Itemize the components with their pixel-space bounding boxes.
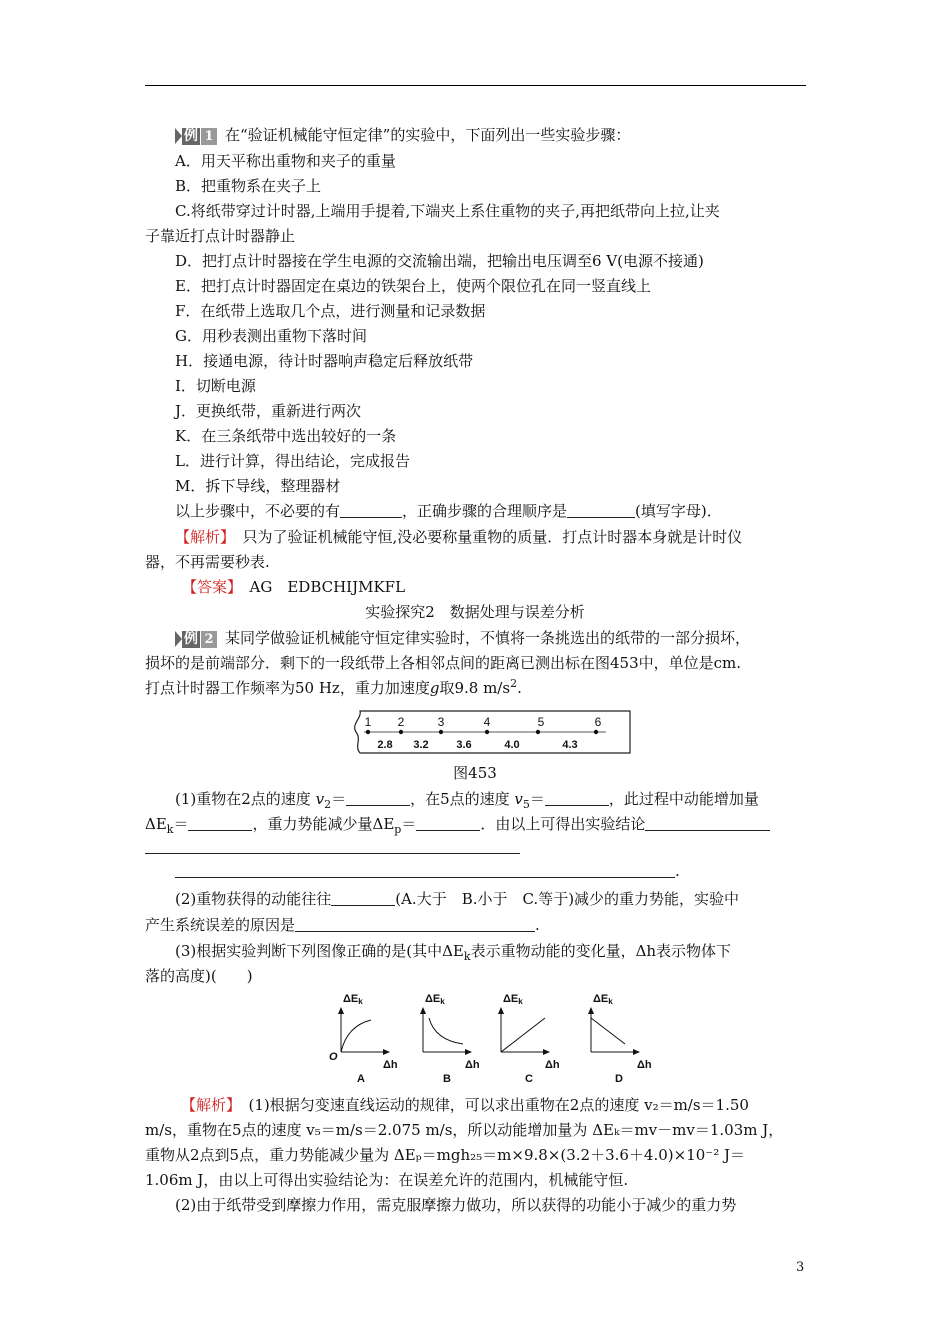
answer-tag: 【答案】 xyxy=(182,578,235,596)
step-k: K．在三条纸带中选出较好的一条 xyxy=(175,427,397,445)
fill-line: 以上步骤中，不必要的有 ，正确步骤的合理顺序是 (填写字母)． xyxy=(175,502,722,520)
step-i: I．切断电源 xyxy=(175,377,256,395)
step-d: D．把打点计时器接在学生电源的交流输出端，把输出电压调至6 V(电源不接通) xyxy=(175,252,704,270)
step-b: B．把重物系在夹子上 xyxy=(175,177,322,195)
intro-3: 打点计时器工作频率为50 Hz，重力加速度g取9.8 $m/s^2$. xyxy=(145,677,522,697)
answer-blank[interactable] xyxy=(188,816,252,831)
svg-text:ΔEk: ΔEk xyxy=(593,993,613,1006)
tape-dot xyxy=(366,730,370,734)
question-3-cont: 落的高度)( ) xyxy=(145,967,253,985)
question-1: (1)重物在2点的速度 $v_2=$ ，在5点的速度 $v_5=$ ，此过程中动能增加量 xyxy=(175,790,759,811)
answer-blank[interactable] xyxy=(416,816,480,831)
analysis-1-cont: 器，不再需要秒表. xyxy=(145,553,270,571)
analysis-2-line-2: m/s，重物在5点的速度 v₅＝m/s＝2.075 m/s，所以动能增加量为 ΔEₖ＝mv－mv＝1.03m J， xyxy=(145,1121,784,1139)
answer-blank[interactable] xyxy=(645,816,770,831)
tape-dot xyxy=(485,730,489,734)
distance-label: 4.0 xyxy=(504,739,520,751)
answer-blank[interactable] xyxy=(295,917,535,932)
point-label: 4 xyxy=(483,715,491,729)
step-l: L．进行计算，得出结论，完成报告 xyxy=(175,452,410,470)
point-label: 2 xyxy=(397,715,405,729)
step-e: E．把打点计时器固定在桌边的铁架台上，使两个限位孔在同一竖直线上 xyxy=(175,277,651,295)
svg-text:Δh: Δh xyxy=(637,1059,652,1071)
question-text: 在“验证机械能守恒定律”的实验中，下面列出一些实验步骤： xyxy=(225,126,631,144)
answer-blank[interactable] xyxy=(567,503,635,518)
svg-text:Δh: Δh xyxy=(383,1059,398,1071)
analysis-1: 【解析】 只为了验证机械能守恒,没必要称量重物的质量．打点计时器本身就是计时仪 xyxy=(175,528,743,546)
point-label: 5 xyxy=(537,715,545,729)
svg-text:Δh: Δh xyxy=(545,1059,560,1071)
example-1-question xyxy=(175,124,630,145)
example-2-intro: 例 2 某同学做验证机械能守恒定律实验时，不慎将一条挑选出的纸带的一部分损坏， xyxy=(175,627,750,648)
svg-text:ΔEk: ΔEk xyxy=(425,993,445,1006)
distance-label: 4.3 xyxy=(562,739,578,751)
distance-label: 3.6 xyxy=(456,739,472,751)
page-number: 3 xyxy=(796,1260,805,1275)
step-f: F．在纸带上选取几个点，进行测量和记录数据 xyxy=(175,302,486,320)
answer-blank[interactable] xyxy=(340,503,402,518)
svg-text:Δh: Δh xyxy=(465,1059,480,1071)
graph-a[interactable] xyxy=(329,993,398,1085)
question-3: (3)根据实验判断下列图像正确的是(其中$\Delta E_k$表示重物动能的变化量，Δh表示物体下 xyxy=(175,942,732,963)
point-label: 6 xyxy=(594,715,602,729)
tape-dot xyxy=(399,730,403,734)
analysis-tag: 【解析】 xyxy=(181,1096,234,1114)
step-a: A．用天平称出重物和夹子的重量 xyxy=(175,152,396,170)
graph-options xyxy=(325,990,665,1088)
answer-1: 【答案】 AG EDBCHIJMKFL xyxy=(182,578,406,596)
svg-text:O: O xyxy=(329,1051,338,1063)
analysis-2-line-3: 重物从2点到5点，重力势能减少量为 ΔEₚ＝mgh₂₅＝m×9.8×(3.2＋3.6＋4.0)×10⁻² J＝ xyxy=(145,1146,746,1164)
graph-b[interactable] xyxy=(423,993,480,1085)
intro-2: 损坏的是前端部分．剩下的一段纸带上各相邻点间的距离已测出标在图453中，单位是cm. xyxy=(145,654,742,672)
answer-blank[interactable] xyxy=(331,891,395,906)
svg-text:ΔEk: ΔEk xyxy=(343,993,363,1006)
answer-blank[interactable] xyxy=(545,791,609,806)
graph-c[interactable] xyxy=(501,993,560,1085)
tape-dot xyxy=(594,730,598,734)
point-label: 3 xyxy=(437,715,445,729)
question-2-cont: 产生系统误差的原因是 . xyxy=(145,916,540,934)
paper-tape-figure xyxy=(350,708,635,756)
example-2-badge: 例 2 xyxy=(175,631,217,648)
distance-label: 2.8 xyxy=(377,739,393,751)
distance-label: 3.2 xyxy=(413,739,429,751)
analysis-2: 【解析】 (1)根据匀变速直线运动的规律，可以求出重物在2点的速度 v₂＝m/s＝1.50 xyxy=(181,1096,749,1114)
tape-dot xyxy=(439,730,443,734)
answer-blank[interactable] xyxy=(346,791,410,806)
step-c-cont: 子靠近打点计时器静止 xyxy=(145,227,296,245)
figure-caption: 图453 xyxy=(453,764,497,782)
analysis-tag: 【解析】 xyxy=(175,528,228,546)
example-1-badge: 例 1 xyxy=(175,128,217,145)
step-h: H．接通电源，待计时器响声稳定后释放纸带 xyxy=(175,352,474,370)
answer-line-2: . xyxy=(175,862,680,880)
point-label: 1 xyxy=(364,715,372,729)
analysis-2-line-4: 1.06m J，由以上可得出实验结论为：在误差允许的范围内，机械能守恒. xyxy=(145,1171,629,1189)
option-b-label: B xyxy=(443,1073,451,1085)
header-rule xyxy=(145,85,806,86)
svg-text:ΔEk: ΔEk xyxy=(503,993,523,1006)
option-a-label: A xyxy=(357,1073,365,1085)
step-g: G．用秒表测出重物下落时间 xyxy=(175,327,367,345)
step-j: J．更换纸带，重新进行两次 xyxy=(175,402,362,420)
answer-line[interactable] xyxy=(145,853,520,854)
section-title: 实验探究2 数据处理与误差分析 xyxy=(365,603,585,621)
answer-blank[interactable] xyxy=(175,863,675,878)
analysis-2-line-5: (2)由于纸带受到摩擦力作用，需克服摩擦力做功，所以获得的功能小于减少的重力势 xyxy=(175,1196,737,1214)
option-d-label: D xyxy=(615,1073,623,1085)
step-c: C.将纸带穿过计时器,上端用手提着,下端夹上系住重物的夹子,再把纸带向上拉,让夹 xyxy=(175,202,720,220)
graph-d[interactable] xyxy=(591,993,652,1085)
tape-dot xyxy=(536,730,540,734)
question-2: (2)重物获得的动能往往 (A.大于 B.小于 C.等于)减少的重力势能，实验中 xyxy=(175,890,740,908)
step-m: M．拆下导线，整理器材 xyxy=(175,477,341,495)
option-c-label: C xyxy=(525,1073,533,1085)
question-1-cont: $\Delta E_k=$ ，重力势能减少量$\Delta E_p=$ ．由以上可得出实验结论 xyxy=(145,813,770,836)
